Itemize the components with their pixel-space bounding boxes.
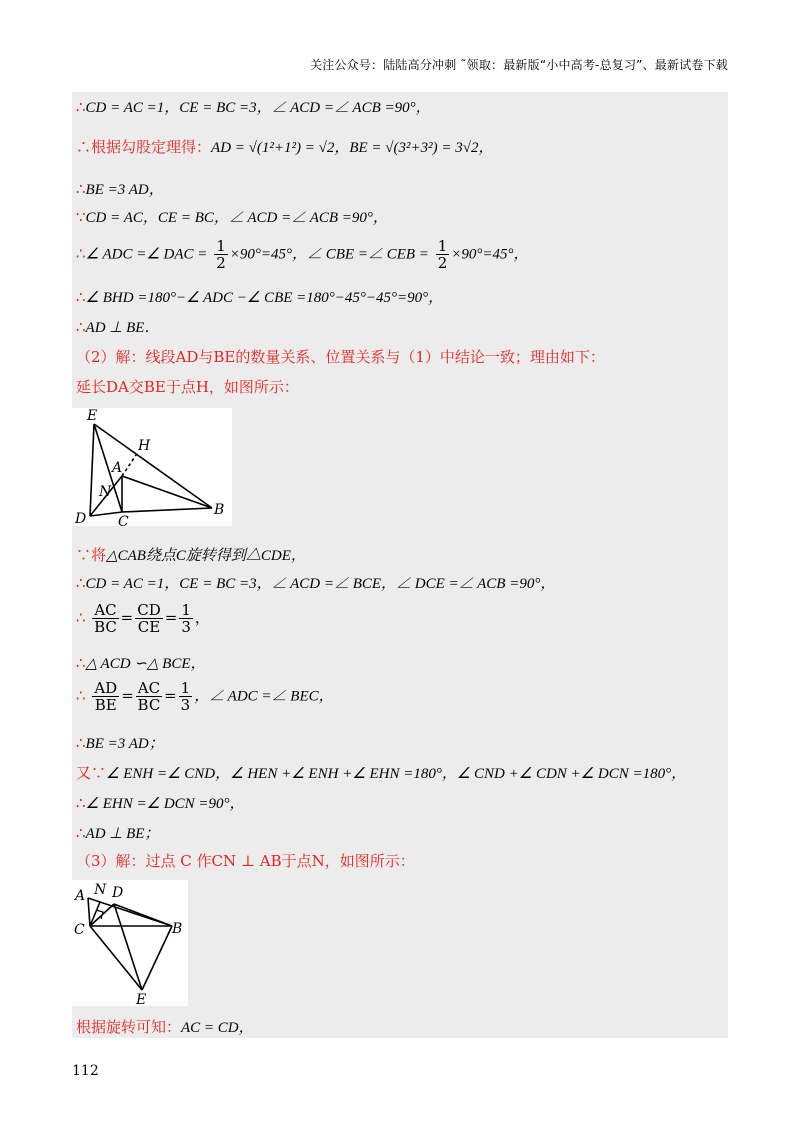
line-1: ∴CD = AC =1，CE = BC =3，∠ ACD =∠ ACB =90°，	[76, 98, 431, 116]
line-3: ∴BE =3 AD，	[76, 180, 164, 198]
line-6: ∴∠ BHD =180°−∠ ADC −∠ CBE =180°−45°−45°=90°，	[76, 288, 444, 306]
figure-2	[72, 880, 188, 1006]
line-20: 根据旋转可知：AC = CD，	[76, 1018, 254, 1036]
fraction-half: $\frac{1}{2}$	[437, 237, 448, 272]
fraction-ac-bc: $\frac{AC}{BC}$	[94, 601, 117, 636]
solution-content	[72, 92, 728, 1038]
label-B: B	[172, 921, 183, 937]
fraction-ac-bc: $\frac{AC}{BC}$	[137, 679, 161, 714]
therefore-symbol: ∴	[76, 98, 86, 116]
label-A: A	[112, 460, 123, 476]
label-E: E	[136, 992, 147, 1006]
line-16: 又∵∠ ENH =∠ CND，∠ HEN +∠ ENH +∠ EHN =180°，∠ CND +∠ CDN +∠ DCN =180°，	[76, 764, 687, 782]
label-N: N	[99, 484, 112, 500]
line-17: ∴∠ EHN =∠ DCN =90°，	[76, 794, 245, 812]
figure-2-diagram	[72, 880, 188, 1006]
line-2: ∴根据勾股定理得：AD = √(1²+1²) = √2，BE = √(3²+3²) = 3√2，	[76, 138, 494, 156]
line-10: ∵将△CAB绕点C旋转得到△CDE，	[76, 546, 306, 564]
line-15: ∴BE =3 AD；	[76, 734, 164, 752]
figure-1	[72, 408, 232, 526]
fraction-ad-be: $\frac{AD}{BE}$	[94, 679, 118, 714]
label-A: A	[75, 888, 86, 904]
page-number: 112	[72, 1063, 99, 1079]
label-C: C	[74, 922, 85, 938]
line-14: ∴ $\frac{AD}{BE}$ = $\frac{AC}{BC}$ = $\frac{1}{3}$ ，∠ ADC =∠ BEC，	[76, 679, 334, 714]
label-C: C	[118, 514, 129, 526]
line-19: （3）解：过点 C 作CN ⊥ AB于点N，如图所示：	[76, 852, 415, 870]
page-header: 关注公众号：陆陆高分冲刺 ˜领取：最新版“小中高考-总复习”、最新试卷下载	[310, 58, 728, 72]
label-D: D	[112, 885, 124, 901]
label-H: H	[138, 438, 151, 454]
label-N: N	[94, 882, 107, 898]
line-8: （2）解：线段AD与BE的数量关系、位置关系与（1）中结论一致；理由如下：	[76, 348, 605, 366]
line-18: ∴AD ⊥ BE；	[76, 824, 160, 842]
line-7: ∴AD ⊥ BE．	[76, 318, 160, 336]
fraction-one-third: $\frac{1}{3}$	[180, 679, 191, 714]
line-11: ∴CD = AC =1，CE = BC =3，∠ ACD =∠ BCE，∠ DCE =∠ ACB =90°，	[76, 574, 556, 592]
line-4: ∵CD = AC，CE = BC，∠ ACD =∠ ACB =90°，	[76, 208, 388, 226]
label-D: D	[75, 511, 87, 526]
fraction-half: $\frac{1}{2}$	[216, 237, 226, 272]
label-E: E	[87, 408, 98, 424]
line-9: 延长DA交BE于点H，如图所示：	[76, 378, 299, 396]
figure-1-diagram	[72, 408, 232, 526]
line-5: ∴∠ ADC =∠ DAC = $\frac{1}{2}$ ×90°=45°，∠ CBE =∠ CEB = $\frac{1}{2}$ ×90°=45°，	[76, 237, 529, 272]
line-12: ∴ $\frac{AC}{BC}$ = $\frac{CD}{CE}$ = $\frac{1}{3}$ ，	[76, 601, 210, 636]
label-B: B	[214, 502, 225, 518]
line-13: ∴△ ACD ∽△ BCE，	[76, 654, 206, 672]
fraction-one-third: $\frac{1}{3}$	[181, 601, 191, 636]
fraction-cd-ce: $\frac{CD}{CE}$	[137, 601, 161, 636]
